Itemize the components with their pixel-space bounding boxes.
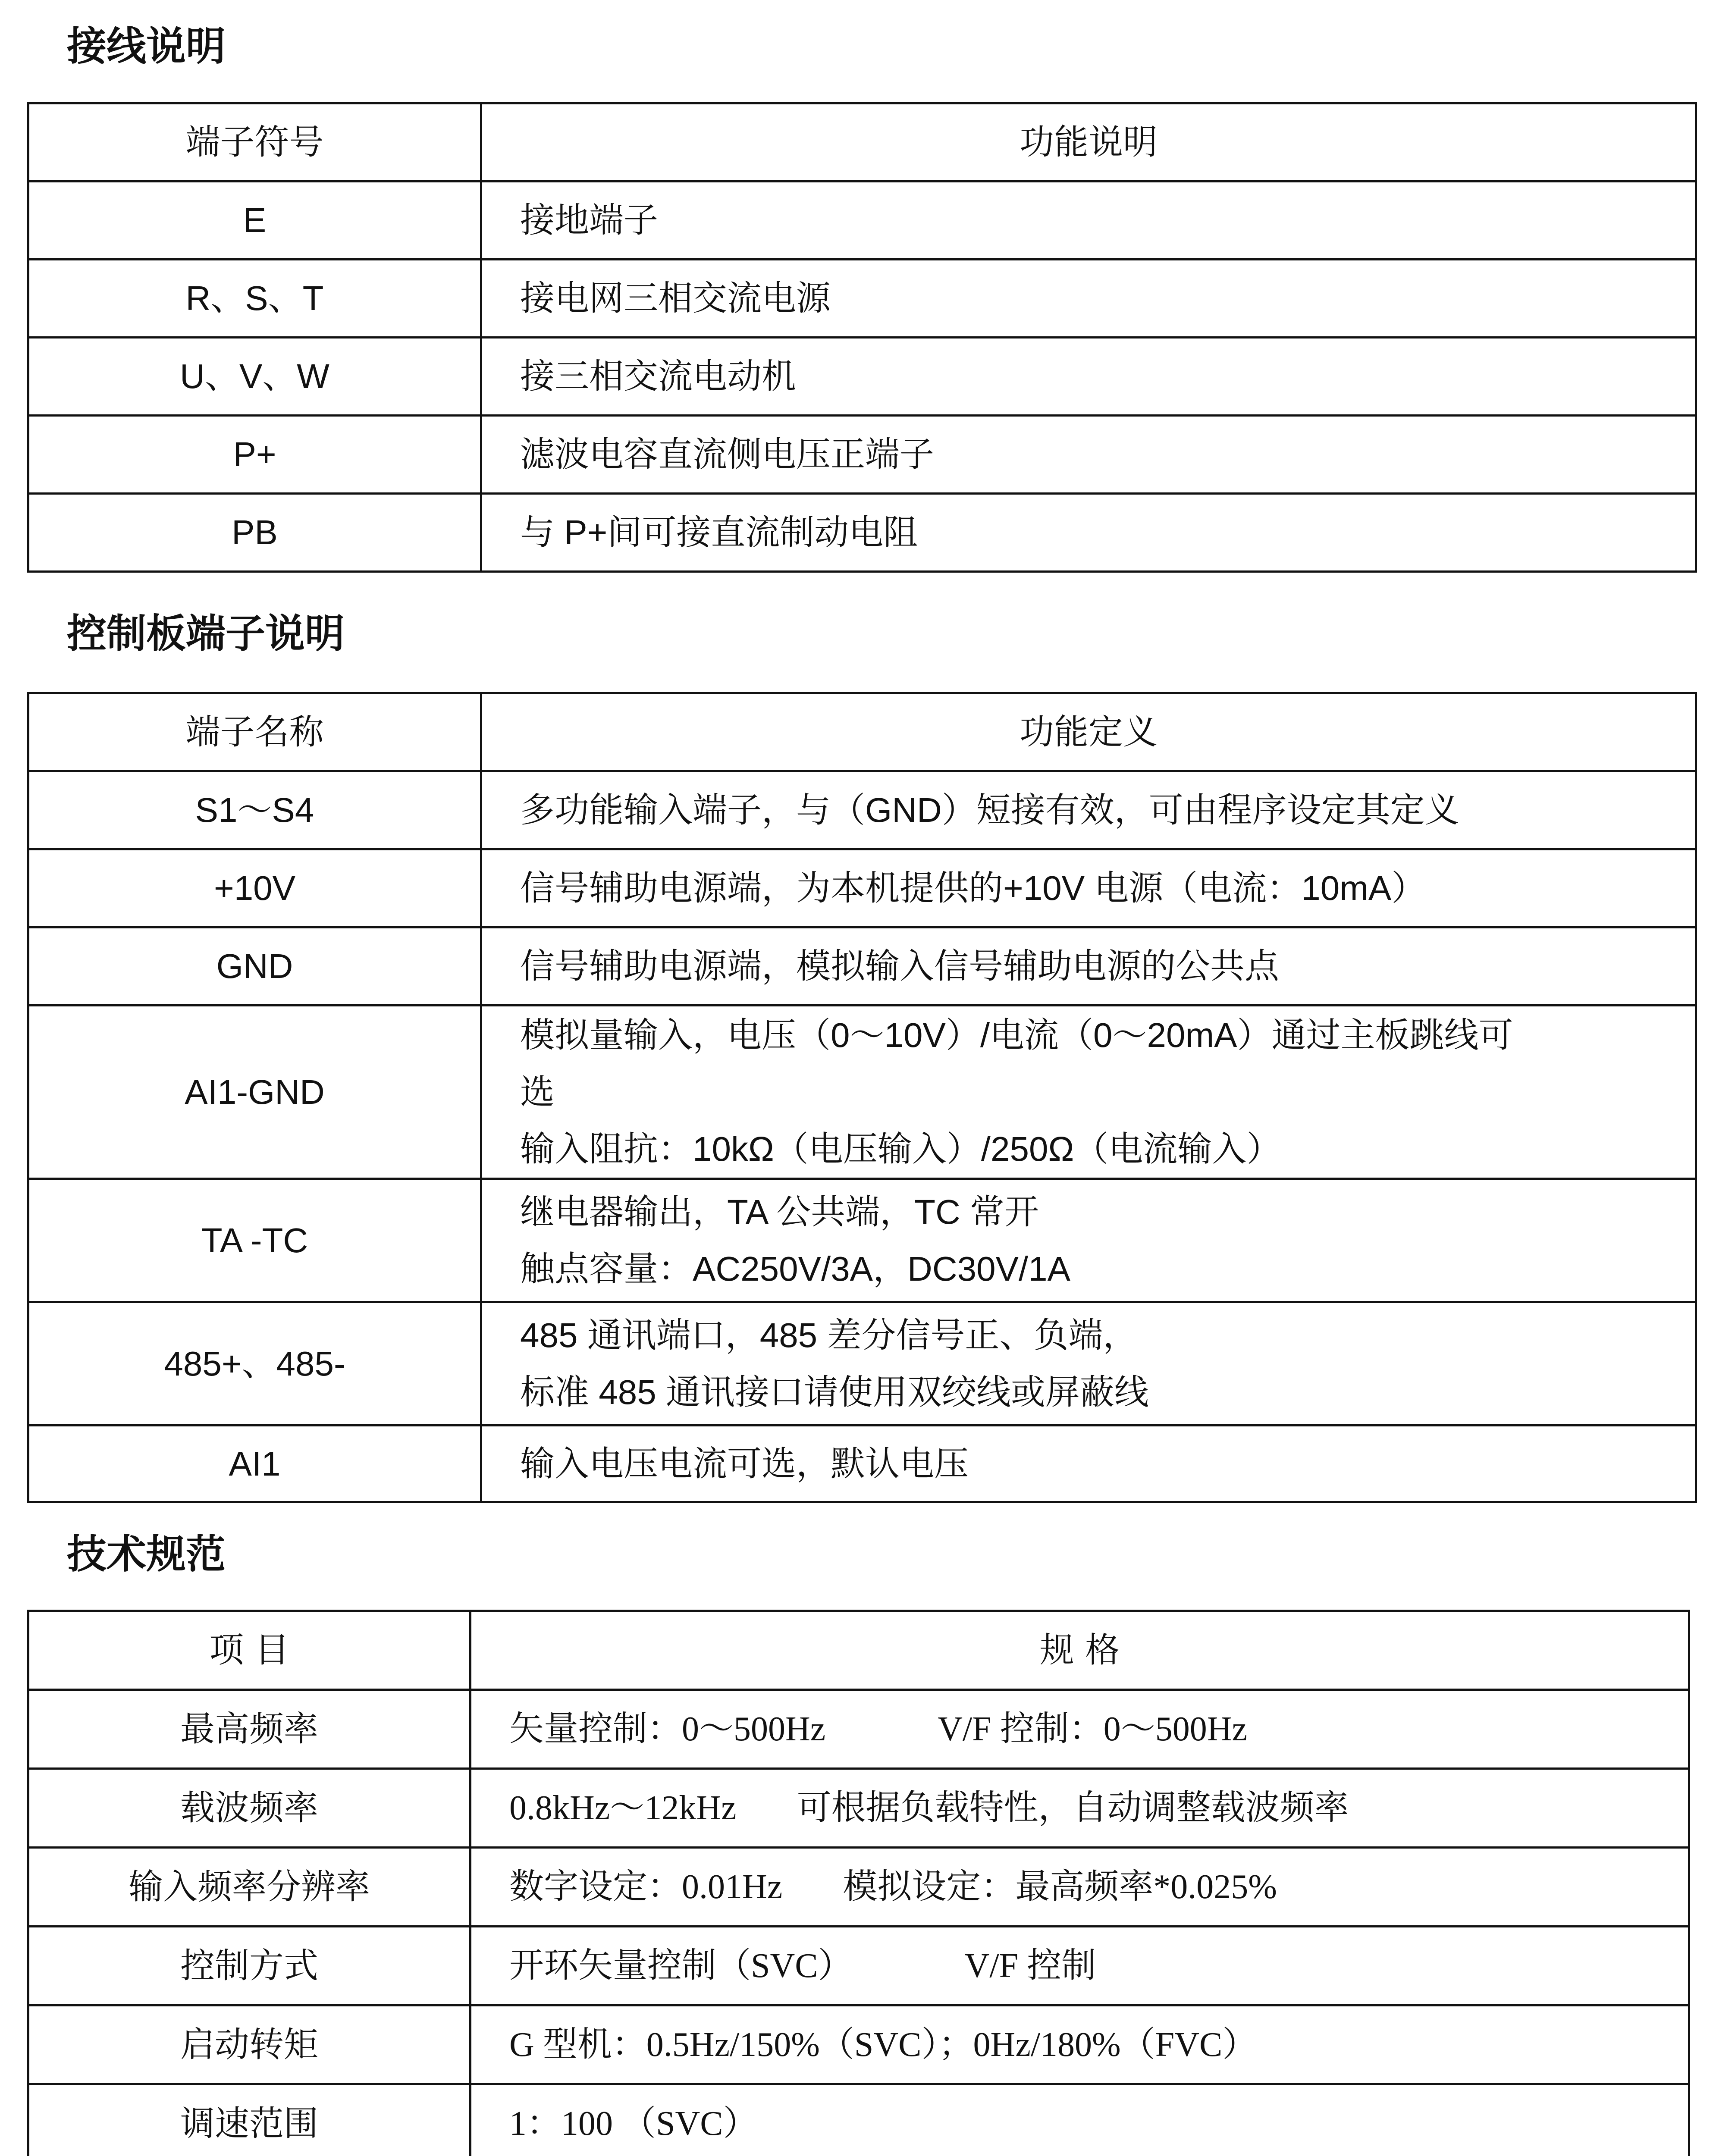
desc-line: 标准 485 通讯接口请使用双绞线或屏蔽线	[520, 1373, 1149, 1411]
terminal-cell: R、S、T	[28, 260, 481, 338]
spec-cell	[471, 2084, 1689, 2156]
desc-line: 信号辅助电源端，为本机提供的+10V 电源（电流：10mA）	[520, 869, 1426, 907]
desc-line: 信号辅助电源端，模拟输入信号辅助电源的公共点	[520, 947, 1279, 985]
item-cell: 最高频率	[28, 1690, 471, 1769]
spec-part: 0.8kHz～12kHz	[509, 1789, 737, 1827]
terminal-cell: U、V、W	[28, 338, 481, 416]
desc-cell	[481, 1302, 1696, 1426]
table-row	[28, 1690, 1689, 1769]
desc-cell	[481, 1179, 1696, 1302]
specs-header-spec: 规 格	[471, 1611, 1689, 1690]
table-row	[28, 928, 1696, 1006]
desc-cell	[481, 849, 1696, 928]
specs-header-item: 项 目	[28, 1611, 471, 1690]
control-header-terminal: 端子名称	[28, 693, 481, 771]
wiring-header-desc: 功能说明	[481, 103, 1696, 182]
terminal-cell: GND	[28, 928, 481, 1006]
table-row	[28, 416, 1696, 494]
terminal-cell: P+	[28, 416, 481, 494]
desc-cell	[481, 771, 1696, 849]
item-cell: 载波频率	[28, 1769, 471, 1848]
wiring-header-row	[28, 103, 1696, 182]
terminal-cell: +10V	[28, 849, 481, 928]
table-row	[28, 260, 1696, 338]
desc-cell	[481, 1006, 1696, 1179]
desc-line: 输入电压电流可选，默认电压	[520, 1444, 969, 1483]
control-header-row	[28, 693, 1696, 771]
desc-cell: 与 P+间可接直流制动电阻	[481, 494, 1696, 572]
desc-line: 触点容量：AC250V/3A，DC30V/1A	[520, 1249, 1071, 1288]
spec-part: 数字设定：0.01Hz	[509, 1868, 783, 1906]
terminal-cell: AI1-GND	[28, 1006, 481, 1179]
item-cell: 启动转矩	[28, 2006, 471, 2084]
spec-part: V/F 控制	[964, 1947, 1096, 1985]
control-table	[27, 692, 1697, 1503]
table-row	[28, 849, 1696, 928]
spec-part: 开环矢量控制（SVC）	[509, 1947, 853, 1985]
terminal-cell: S1～S4	[28, 771, 481, 849]
table-row	[28, 1426, 1696, 1502]
desc-line: 选	[520, 1072, 555, 1111]
spec-part: G 型机：0.5Hz/150%（SVC）；0Hz/180%（FVC）	[509, 2026, 1257, 2064]
specs-header-row	[28, 1611, 1689, 1690]
wiring-table	[27, 102, 1697, 573]
wiring-header-terminal: 端子符号	[28, 103, 481, 182]
table-row	[28, 1006, 1696, 1179]
terminal-cell: AI1	[28, 1426, 481, 1502]
table-row	[28, 1769, 1689, 1848]
spec-cell	[471, 1690, 1689, 1769]
desc-cell: 滤波电容直流侧电压正端子	[481, 416, 1696, 494]
specs-table	[27, 1610, 1690, 2156]
spec-part: 模拟设定：最高频率*0.025%	[843, 1868, 1277, 1906]
terminal-cell: 485+、485-	[28, 1302, 481, 1426]
desc-cell	[481, 1426, 1696, 1502]
desc-cell: 接地端子	[481, 182, 1696, 260]
spec-cell	[471, 1769, 1689, 1848]
item-cell: 控制方式	[28, 1927, 471, 2006]
terminal-cell: PB	[28, 494, 481, 572]
desc-line: 输入阻抗：10kΩ（电压输入）/250Ω（电流输入）	[520, 1129, 1281, 1168]
table-row	[28, 1927, 1689, 2006]
desc-cell	[481, 928, 1696, 1006]
table-row	[28, 1302, 1696, 1426]
spec-cell	[471, 1927, 1689, 2006]
table-row	[28, 2084, 1689, 2156]
desc-cell: 接三相交流电动机	[481, 338, 1696, 416]
spec-cell	[471, 2006, 1689, 2084]
spec-part: 矢量控制：0～500Hz	[509, 1710, 826, 1748]
table-row	[28, 338, 1696, 416]
desc-cell: 接电网三相交流电源	[481, 260, 1696, 338]
desc-line: 多功能输入端子，与（GND）短接有效，可由程序设定其定义	[520, 791, 1459, 829]
item-cell: 调速范围	[28, 2084, 471, 2156]
table-row	[28, 2006, 1689, 2084]
table-row	[28, 1179, 1696, 1302]
spec-part: V/F 控制：0～500Hz	[938, 1710, 1248, 1748]
item-cell: 输入频率分辨率	[28, 1848, 471, 1927]
spec-cell	[471, 1848, 1689, 1927]
spec-part: 1：100 （SVC）	[509, 2105, 758, 2143]
desc-line: 485 通讯端口，485 差分信号正、负端，	[520, 1316, 1138, 1354]
table-row	[28, 494, 1696, 572]
table-row	[28, 771, 1696, 849]
terminal-cell: TA -TC	[28, 1179, 481, 1302]
wiring-section-title: 接线说明	[67, 23, 226, 69]
control-section-title: 控制板端子说明	[67, 611, 345, 657]
control-header-desc: 功能定义	[481, 693, 1696, 771]
desc-line: 模拟量输入，电压（0～10V）/电流（0～20mA）通过主板跳线可	[520, 1015, 1513, 1054]
table-row	[28, 182, 1696, 260]
specs-section-title: 技术规范	[67, 1531, 226, 1577]
spec-part: 可根据负载特性，自动调整载波频率	[797, 1789, 1349, 1827]
terminal-cell: E	[28, 182, 481, 260]
desc-line: 继电器输出，TA 公共端，TC 常开	[520, 1192, 1039, 1231]
table-row	[28, 1848, 1689, 1927]
